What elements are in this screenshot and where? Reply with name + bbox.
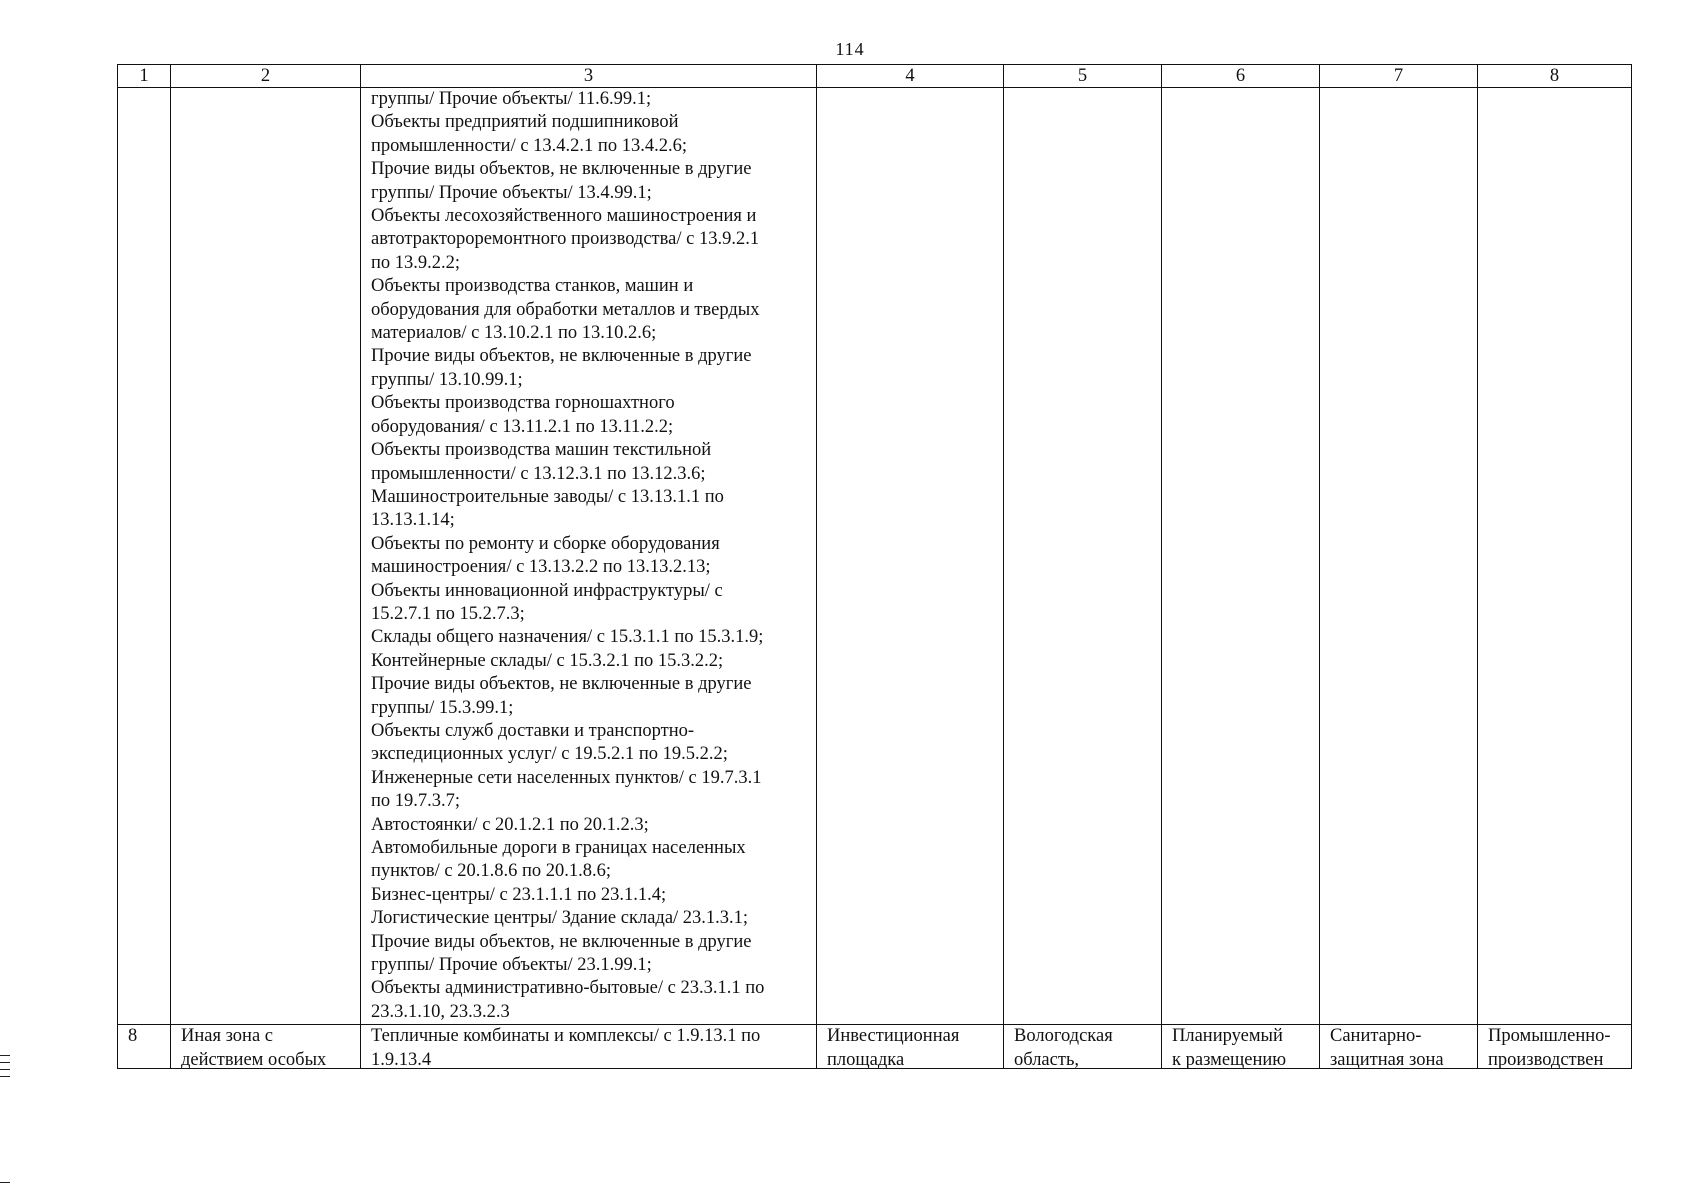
page-number: 114 — [835, 39, 865, 59]
cell-line: Объекты лесохозяйственного машиностроения и — [371, 206, 757, 227]
table-row — [118, 1025, 1632, 1069]
cell-line: Машиностроительные заводы/ с 13.13.1.1 по — [371, 486, 724, 507]
cell-line: группы/ Прочие объекты/ 23.1.99.1; — [371, 955, 652, 976]
cell-line: действием особых — [181, 1049, 327, 1069]
table-cell-col4 — [817, 88, 1004, 1025]
header-cell: 8 — [1478, 65, 1632, 88]
table-cell-col8 — [1478, 1025, 1632, 1069]
objects-table — [117, 64, 1632, 1069]
margin-marks — [0, 1055, 12, 1083]
table-cell-col7 — [1320, 1025, 1478, 1069]
cell-line: оборудования/ с 13.11.2.1 по 13.11.2.2; — [371, 416, 674, 437]
cell-line: 23.3.1.10, 23.3.2.3 — [371, 1001, 510, 1022]
table-row — [118, 88, 1632, 1025]
table-cell-col3 — [361, 88, 817, 1025]
cell-line: Объекты производства горношахтного — [371, 393, 675, 414]
cell-line: Прочие виды объектов, не включенные в другие — [371, 346, 752, 367]
cell-line: Автомобильные дороги в границах населенных — [371, 838, 746, 858]
cell-line: Промышленно- — [1488, 1026, 1611, 1047]
header-cell: 4 — [817, 65, 1004, 88]
cell-line: машиностроения/ с 13.13.2.2 по 13.13.2.13; — [371, 557, 711, 578]
header-cell: 2 — [171, 65, 361, 88]
cell-line: Санитарно- — [1330, 1026, 1422, 1047]
margin-dash — [0, 1182, 10, 1183]
cell-line: по 19.7.3.7; — [371, 791, 461, 812]
cell-line: Тепличные комбинаты и комплексы/ с 1.9.13.1 по — [371, 1026, 761, 1047]
cell-line: автотракторoремонтного производства/ с 13.9.2.1 — [371, 229, 760, 250]
cell-line: Иная зона с — [181, 1026, 274, 1047]
header-row — [118, 65, 1632, 88]
header-cell: 1 — [118, 65, 171, 88]
cell-line: 15.2.7.1 по 15.2.7.3; — [371, 603, 525, 624]
cell-line: группы/ Прочие объекты/ 11.6.99.1; — [371, 89, 652, 109]
cell-line: Инженерные сети населенных пунктов/ с 19.7.3.1 — [371, 767, 762, 788]
cell-line: Объекты инновационной инфраструктуры/ с — [371, 580, 723, 601]
cell-line: Планируемый — [1172, 1026, 1283, 1047]
cell-line: к размещению — [1172, 1049, 1287, 1069]
table-cell-col1 — [118, 88, 171, 1025]
cell-line: Объекты производства станков, машин и — [371, 276, 694, 297]
table-cell-col5 — [1004, 1025, 1162, 1069]
cell-line: по 13.9.2.2; — [371, 252, 461, 273]
cell-line: промышленности/ с 13.4.2.1 по 13.4.2.6; — [371, 135, 687, 156]
table-cell-col8 — [1478, 88, 1632, 1025]
cell-line: Объекты предприятий подшипниковой — [371, 112, 679, 133]
cell-line: площадка — [827, 1049, 905, 1069]
cell-line: материалов/ с 13.10.2.1 по 13.10.2.6; — [371, 323, 657, 344]
cell-line: пунктов/ с 20.1.8.6 по 20.1.8.6; — [371, 861, 612, 882]
cell-line: Объекты по ремонту и сборке оборудования — [371, 533, 720, 554]
header-cell: 3 — [361, 65, 817, 88]
cell-line: защитная зона — [1330, 1049, 1444, 1069]
table-cell-col7 — [1320, 88, 1478, 1025]
cell-line: Объекты административно-бытовые/ с 23.3.1.1 по — [371, 978, 765, 999]
cell-line: Прочие виды объектов, не включенные в другие — [371, 931, 752, 952]
cell-line: группы/ Прочие объекты/ 13.4.99.1; — [371, 182, 652, 203]
cell-line: Прочие виды объектов, не включенные в другие — [371, 674, 752, 695]
cell-line: Вологодская — [1014, 1026, 1113, 1047]
cell-line: Бизнес-центры/ с 23.1.1.1 по 23.1.1.4; — [371, 884, 667, 905]
cell-line: Контейнерные склады/ с 15.3.2.1 по 15.3.2.2; — [371, 650, 724, 671]
cell-line: Логистические центры/ Здание склада/ 23.1.3.1; — [371, 908, 749, 929]
cell-line: Автостоянки/ с 20.1.2.1 по 20.1.2.3; — [371, 814, 649, 835]
header-cell: 6 — [1162, 65, 1320, 88]
cell-line: производствен — [1488, 1049, 1604, 1069]
table-cell-col4 — [817, 1025, 1004, 1069]
cell-line: оборудования для обработки металлов и твердых — [371, 299, 760, 320]
cell-line: Объекты производства машин текстильной — [371, 440, 712, 461]
table-cell-col6 — [1162, 88, 1320, 1025]
cell-line: область, — [1014, 1049, 1080, 1069]
table-cell-col2 — [171, 1025, 361, 1069]
table-cell-col6 — [1162, 1025, 1320, 1069]
table-cell-col3 — [361, 1025, 817, 1069]
table-cell-col5 — [1004, 88, 1162, 1025]
cell-line: 1.9.13.4 — [371, 1049, 432, 1069]
cell-line: экспедиционных услуг/ с 19.5.2.1 по 19.5.2.2; — [371, 744, 728, 765]
cell-line: Склады общего назначения/ с 15.3.1.1 по 15.3.1.9; — [371, 627, 764, 648]
cell-line: группы/ 13.10.99.1; — [371, 369, 523, 390]
header-cell: 5 — [1004, 65, 1162, 88]
cell-line: Инвестиционная — [827, 1026, 960, 1047]
table-cell-col1: 8 — [118, 1025, 171, 1069]
cell-line: Прочие виды объектов, не включенные в другие — [371, 159, 752, 180]
table-cell-col2 — [171, 88, 361, 1025]
cell-line: группы/ 15.3.99.1; — [371, 697, 514, 718]
header-cell: 7 — [1320, 65, 1478, 88]
cell-line: промышленности/ с 13.12.3.1 по 13.12.3.6; — [371, 463, 706, 484]
cell-line: Объекты служб доставки и транспортно- — [371, 720, 695, 741]
cell-line: 13.13.1.14; — [371, 510, 455, 531]
